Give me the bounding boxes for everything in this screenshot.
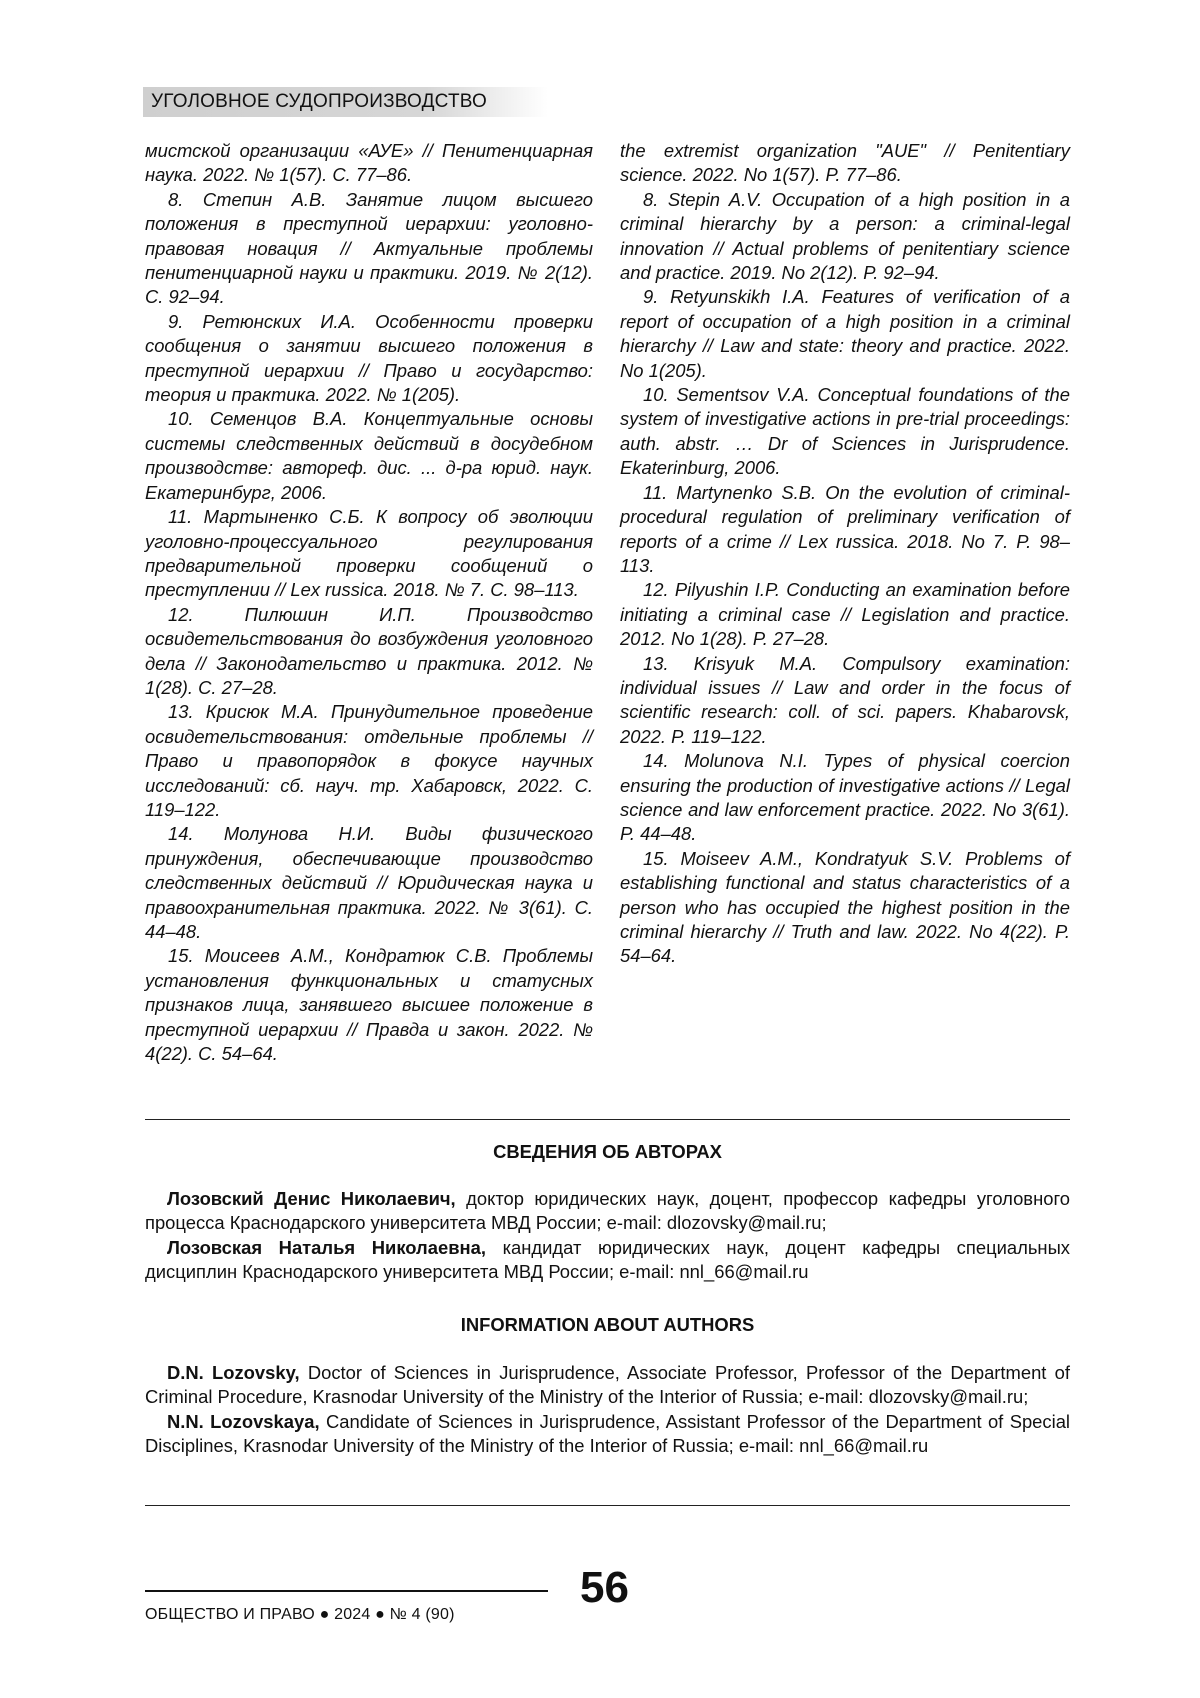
reference-item: 9. Retyunskikh I.A. Features of verification of a report of occupation of a high position in a criminal hierarchy // Law and state: theory and practice. 2022. No 1(205). [620, 286, 1070, 381]
footer-rule [145, 1590, 548, 1592]
reference-item: 15. Moiseev A.M., Kondratyuk S.V. Problems of establishing functional and status characteristics of a person who has occupied the highest position in the criminal hierarchy // Truth and law. 2022. No 4(22). P. 54–64. [620, 847, 1070, 967]
author-entry [145, 1410, 1070, 1459]
reference-item: 14. Молунова Н.И. Виды физического принуждения, обеспечивающие производство следственных действий // Юридическая наука и правоохранительная практика. 2022. № 3(61). С. 44–48. [145, 823, 593, 942]
reference-item: 15. Моисеев А.М., Кондратюк С.В. Проблемы установления функциональных и статусных признаков лица, занявшего высшее положение в преступной иерархии // Правда и закон. 2022. № 4(22). С. 54–64. [145, 945, 593, 1065]
page-number: 56 [580, 1563, 629, 1612]
author-entry [145, 1187, 1070, 1236]
reference-item: 13. Krisyuk M.A. Compulsory examination: individual issues // Law and order in the focus of scientific research: coll. of sci. papers. Khabarovsk, 2022. P. 119–122. [620, 652, 1070, 747]
reference-item: 11. Martynenko S.B. On the evolution of criminal-procedural regulation of preliminary verification of reports of a crime // Lex russica. 2018. No 7. P. 98–113. [620, 481, 1070, 576]
journal-title: ОБЩЕСТВО И ПРАВО ● 2024 ● № 4 (90) [145, 1606, 455, 1623]
reference-item: 8. Степин А.В. Занятие лицом высшего положения в преступной иерархии: уголовно-правовая новация // Актуальные проблемы пенитенциарной науки и практики. 2019. № 2(12). С. 92–94. [145, 188, 593, 308]
reference-item: 9. Ретюнских И.А. Особенности проверки сообщения о занятии высшего положения в преступной иерархии // Право и государство: теория и практика. 2022. № 1(205). [145, 310, 593, 406]
reference-item: 10. Семенцов В.А. Концептуальные основы системы следственных действий в досудебном производстве: автореф. дис. ... д-ра юрид. наук. Екатеринбург, 2006. [145, 408, 593, 503]
author-name: Лозовский Денис Николаевич, [167, 1188, 456, 1209]
author-name: D.N. Lozovsky, [167, 1362, 300, 1383]
divider [145, 1119, 1070, 1120]
reference-item: 14. Molunova N.I. Types of physical coercion ensuring the production of investigative actions // Legal science and law enforcement practice. 2022. No 3(61). P. 44–48. [620, 750, 1070, 845]
reference-item: the extremist organization "AUE" // Penitentiary science. 2022. No 1(57). P. 77–86. [620, 140, 1070, 186]
reference-item: мистской организации «АУЕ» // Пенитенциарная наука. 2022. № 1(57). С. 77–86. [145, 140, 593, 186]
author-info: доктор юридических наук, доцент, профессор кафедры уголовного процесса Краснодарского университета МВД России; e-mail: dlozovsky@mail.ru; [145, 1188, 1070, 1234]
reference-item: 13. Крисюк М.А. Принудительное проведение освидетельствования: отдельные проблемы // Право и правопорядок в фокусе научных исследований: сб. науч. тр. Хабаровск, 2022. С. 119–122. [145, 701, 593, 820]
author-name: Лозовская Наталья Николаевна, [167, 1236, 486, 1258]
authors-ru [145, 1187, 1070, 1285]
reference-item: 10. Sementsov V.A. Conceptual foundations of the system of investigative actions in pre-trial proceedings: auth. abstr. … Dr of Sciences in Jurisprudence. Ekaterinburg, 2006. [620, 384, 1070, 479]
references-en [620, 139, 1070, 969]
author-info: Doctor of Sciences in Jurisprudence, Associate Professor, Professor of the Department of Criminal Procedure, Krasnodar University of the Ministry of the Interior of Russia; e-mail: dlozovsky@mail.ru; [145, 1362, 1070, 1408]
author-info: кандидат юридических наук, доцент кафедры специальных дисциплин Краснодарского университета МВД России; e-mail: nnl_66@mail.ru [145, 1236, 1070, 1283]
reference-item: 12. Pilyushin I.P. Conducting an examination before initiating a criminal case // Legislation and practice. 2012. No 1(28). P. 27–28. [620, 579, 1070, 650]
reference-item: 12. Пилюшин И.П. Производство освидетельствования до возбуждения уголовного дела // Законодательство и практика. 2012. № 1(28). С. 27–28. [145, 603, 593, 698]
author-entry [145, 1236, 1070, 1285]
references-ru [145, 139, 593, 1066]
author-entry [145, 1361, 1070, 1410]
authors-heading-ru: СВЕДЕНИЯ ОБ АВТОРАХ [493, 1141, 722, 1162]
author-info: Candidate of Sciences in Jurisprudence, Assistant Professor of the Department of Special Disciplines, Krasnodar University of the Ministry of the Interior of Russia; e-mail: nnl_66@mail.ru [145, 1410, 1071, 1457]
authors-heading-en: INFORMATION ABOUT AUTHORS [460, 1314, 755, 1335]
reference-item: 8. Stepin A.V. Occupation of a high position in a criminal hierarchy by a person: a criminal-legal innovation // Actual problems of penitentiary science and practice. 2019. No 2(12). P. 92–94. [620, 188, 1070, 284]
author-name: N.N. Lozovskaya, [167, 1410, 320, 1432]
reference-item: 11. Мартыненко С.Б. К вопросу об эволюции уголовно-процессуального регулирования предварительной проверки сообщений о преступлении // Lex russica. 2018. № 7. С. 98–113. [145, 506, 593, 601]
section-label: УГОЛОВНОЕ СУДОПРОИЗВОДСТВО [143, 87, 548, 117]
authors-en [145, 1361, 1070, 1459]
divider [145, 1505, 1070, 1506]
